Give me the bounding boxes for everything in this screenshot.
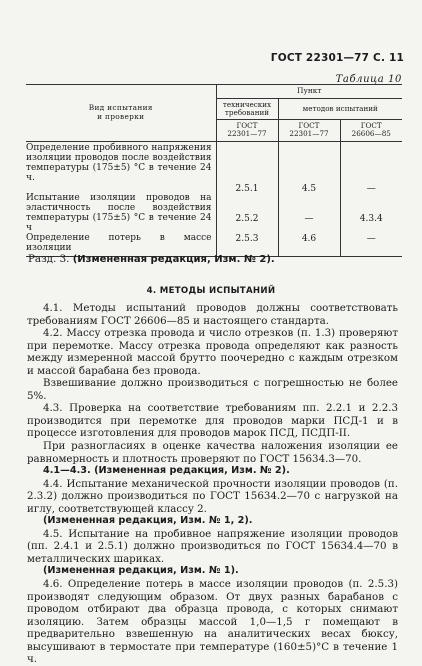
table-row [26,141,402,194]
amendment-prefix: Разд. 3. [28,253,70,265]
amendment-line: (Измененная редакция, Изм. № 1). [43,565,239,577]
table-10 [26,84,402,257]
row-desc: Определение пробивного напряжения изоляции проводов после воздействия температуры (175±5) °С в течение 24 ч. [26,142,212,183]
body-text [27,302,398,666]
amendment-note [28,253,275,265]
row-tech: 2.5.2 [216,194,278,234]
row-method2: — [340,141,402,194]
row-method1: 4.6 [278,234,340,257]
row-desc: Испытание изоляции проводов на эластичность после воздействия температуры (175±5) °С в течение 24 ч [26,193,212,233]
row-method1: 4.5 [278,141,340,194]
paragraph: Взвешивание должно производиться с погрешностью не более 5%. [27,377,398,402]
paragraph: 4.5. Испытание на пробивное напряжение изоляции проводов (пп. 2.4.1 и 2.5.1) должно производиться по ГОСТ 15634.4—70 в металлических шариках. [27,527,398,565]
test-methods-header: методов испытаний [278,99,402,120]
paragraph: 4.1. Методы испытаний проводов должны соответствовать требованиям ГОСТ 26606—85 и настоящего стандарта. [27,302,398,327]
row-method2: — [340,234,402,257]
paragraph: 4.6. Определение потерь в массе изоляции проводов (п. 2.5.3) производят следующим образом. От двух разных барабанов с проводом отбирают два образца провода, с которых снимают изоляцию. Затем образцы массой 1,0—1,5 г помещают в предварительно взвешенную на аналитических весах бюксу, высушивают в термостате при температуре (160±5)°С в течение 1 ч. [27,578,398,666]
amendment-line: (Измененная редакция, Изм. № 1, 2). [43,515,253,527]
page-header: ГОСТ 22301—77 С. 11 [270,52,404,64]
section-title: 4. МЕТОДЫ ИСПЫТАНИЙ [146,286,276,296]
row-tech: 2.5.3 [216,234,278,257]
col-test-type-header: Вид испытания и проверки [26,85,216,142]
punkt-header: Пункт [216,85,402,99]
table-row [26,194,402,234]
col-tech-gost: ГОСТ 22301—77 [216,120,278,142]
paragraph: 4.3. Проверка на соответствие требованиям пп. 2.2.1 и 2.2.3 производится при перемотке для проводов марки ПСД-1 и в процессе изготовления для проводов марок ПСД, ПСДП-II. [27,402,398,440]
row-tech: 2.5.1 [216,141,278,194]
row-desc: Определение потерь в массе изоляции [26,234,216,257]
row-method1: — [278,194,340,234]
paragraph: 4.4. Испытание механической прочности изоляции проводов (п. 2.3.2) должно производиться по ГОСТ 15634.2—70 с нагрузкой на иглу, соответствующей классу 2. [27,477,398,515]
table-caption: Таблица 10 [335,74,402,85]
amendment-bold: (Измененная редакция, Изм. № 2). [72,254,275,265]
paragraph: 4.2. Массу отрезка провода и число отрезков (п. 1.3) проверяют при перемотке. Массу отрезка провода определяют как разность между измеренной массой брутто поочередно с каждым отрезком и массой барабана без провода. [27,327,398,377]
tech-req-header: технических требований [216,99,278,120]
paragraph: При разногласиях в оценке качества наложения изоляции ее равномерность и плотность проверяют по ГОСТ 15634.3—70. [27,440,398,465]
row-method2: 4.3.4 [340,194,402,234]
amendment-line: 4.1—4.3. (Измененная редакция, Изм. № 2). [43,465,290,477]
col-method2-gost: ГОСТ 26606—85 [340,120,402,142]
col-method1-gost: ГОСТ 22301—77 [278,120,340,142]
